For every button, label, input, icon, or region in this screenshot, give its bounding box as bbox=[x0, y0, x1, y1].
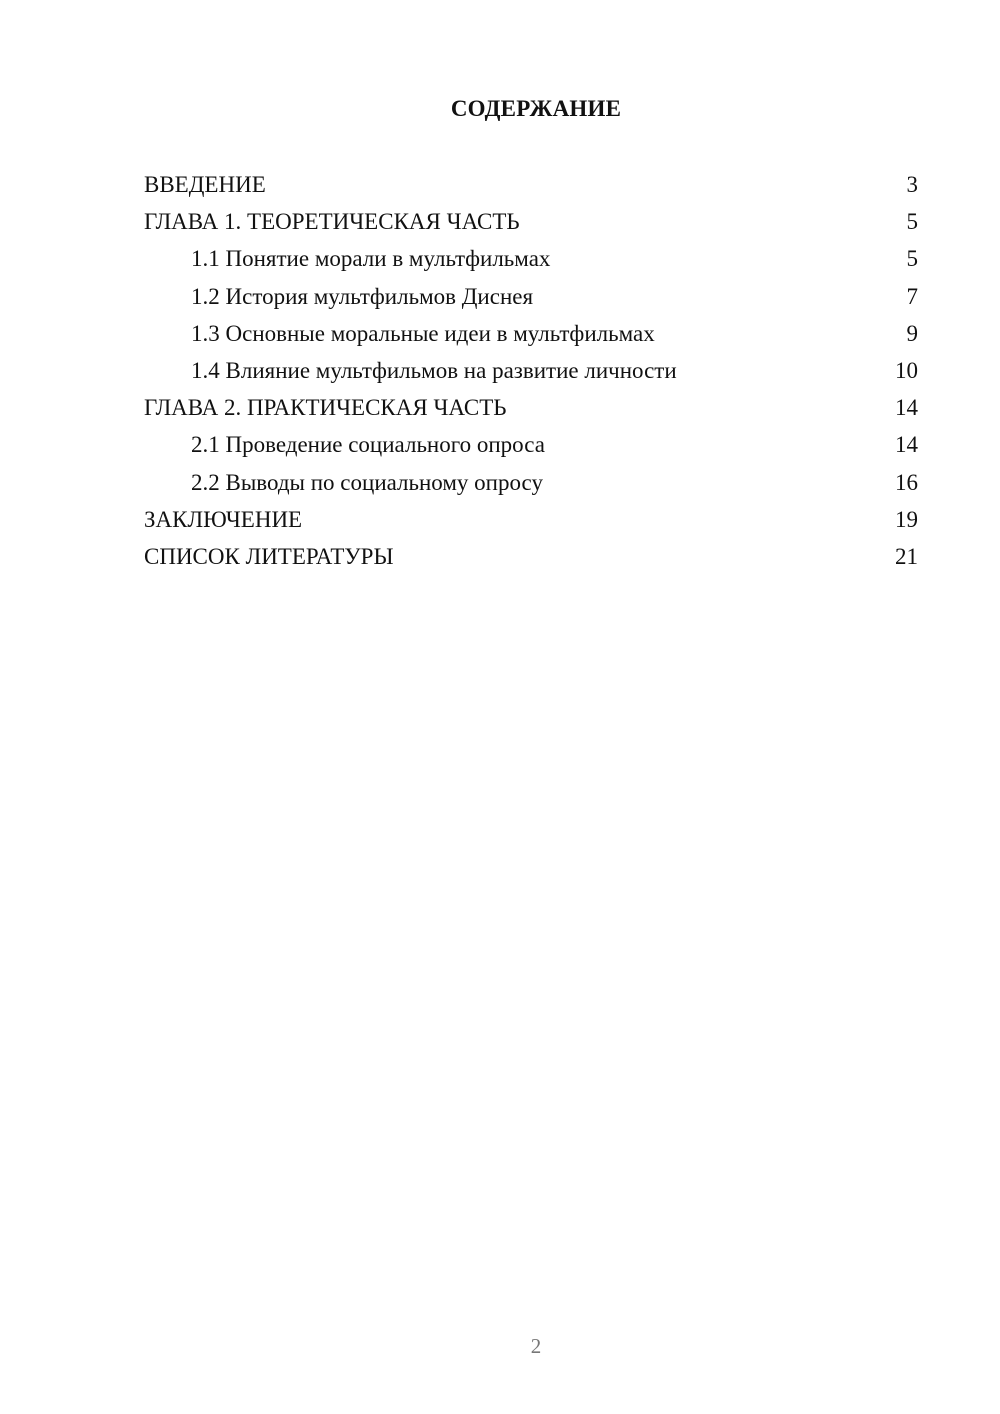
toc-entry-section-1-2 bbox=[144, 278, 918, 315]
page-number: 2 bbox=[530, 1334, 542, 1358]
toc-entry-section-2-2 bbox=[144, 464, 918, 501]
toc-title: СОДЕРЖАНИЕ bbox=[450, 96, 622, 121]
toc-entry-label: 2.2 Выводы по социальному опросу bbox=[191, 469, 543, 495]
toc-entry-label: ЗАКЛЮЧЕНИЕ bbox=[144, 506, 303, 532]
toc-entry-introduction bbox=[144, 166, 918, 203]
toc-entry-label: ГЛАВА 2. ПРАКТИЧЕСКАЯ ЧАСТЬ bbox=[144, 395, 507, 421]
toc-entry-label: ВВЕДЕНИЕ bbox=[144, 172, 266, 197]
toc-entry-label: 2.1 Проведение социального опроса bbox=[191, 432, 545, 458]
toc-entry-section-1-3 bbox=[144, 315, 918, 352]
toc-entry-label: ГЛАВА 1. ТЕОРЕТИЧЕСКАЯ ЧАСТЬ bbox=[144, 209, 520, 235]
toc-entry-page: 19 bbox=[895, 506, 918, 532]
toc-entry-conclusion bbox=[144, 501, 918, 538]
toc-entry-label: 1.1 Понятие морали в мультфильмах bbox=[191, 246, 551, 272]
toc-entry-label: 1.2 История мультфильмов Диснея bbox=[191, 283, 534, 309]
toc-entry-page: 21 bbox=[895, 543, 918, 569]
toc-entry-chapter-2 bbox=[144, 389, 918, 426]
toc-entry-page: 16 bbox=[895, 469, 918, 495]
toc-entry-page: 3 bbox=[906, 172, 918, 197]
table-of-contents bbox=[144, 166, 918, 575]
toc-entry-section-1-1 bbox=[144, 240, 918, 277]
toc-entry-page: 5 bbox=[906, 209, 918, 235]
toc-entry-label: 1.3 Основные моральные идеи в мультфильмах bbox=[191, 320, 655, 346]
toc-entry-page: 7 bbox=[906, 283, 918, 309]
toc-entry-page: 14 bbox=[895, 432, 918, 458]
toc-entry-label: 1.4 Влияние мультфильмов на развитие личности bbox=[191, 357, 677, 383]
toc-entry-page: 9 bbox=[906, 320, 918, 346]
toc-entry-section-1-4 bbox=[144, 352, 918, 389]
toc-entry-label: СПИСОК ЛИТЕРАТУРЫ bbox=[144, 543, 394, 569]
toc-entry-page: 14 bbox=[895, 395, 918, 421]
toc-entry-page: 10 bbox=[895, 357, 918, 383]
toc-entry-chapter-1 bbox=[144, 203, 918, 240]
toc-entry-references bbox=[144, 538, 918, 575]
toc-entry-section-2-1 bbox=[144, 426, 918, 463]
toc-entry-page: 5 bbox=[906, 246, 918, 272]
